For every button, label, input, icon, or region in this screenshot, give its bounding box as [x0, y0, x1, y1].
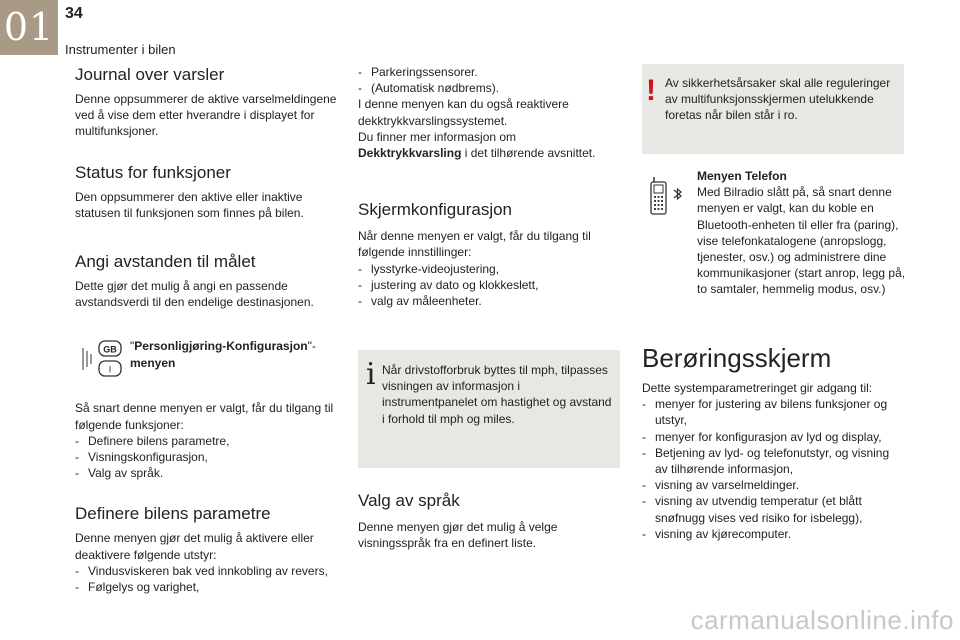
- screen-config-text: Når denne menyen er valgt, får du tilgang til følgende innstillinger:: [358, 229, 591, 260]
- warning-text: Av sikkerhetsårsaker skal alle reguleringer av multifunksjonsskjermen utelukkende foretas når bilen står i ro.: [665, 76, 891, 123]
- svg-text:I: I: [108, 364, 112, 375]
- journal-text: Denne oppsummerer de aktive varselmeldingene ved å vise dem etter hverandre i displayet for multifunksjoner.: [75, 92, 337, 139]
- list-item: - menyer for justering av bilens funksjoner og utstyr,: [642, 396, 904, 428]
- info-text: Når drivstofforbruk byttes til mph, tilpasses visningen av informasjon i instrumentpanelet om hastighet og avstand i forhold til mph og miles.: [382, 363, 612, 426]
- screen-config-heading: Skjermkonfigurasjon: [358, 200, 513, 220]
- language-heading: Valg av språk: [358, 491, 460, 510]
- equipment-list-cont: [358, 64, 620, 96]
- list-item: - Visningskonfigurasjon,: [75, 449, 340, 465]
- list-item: - (Automatisk nødbrems).: [358, 80, 620, 96]
- journal-heading: Journal over varsler: [75, 65, 225, 84]
- phone-menu-block: [697, 168, 907, 298]
- list-item: - Valg av språk.: [75, 465, 340, 481]
- list-item: - valg av måleenheter.: [358, 293, 620, 309]
- watermark: carmanualsonline.info: [690, 605, 954, 635]
- language-menu-icon: [80, 340, 124, 378]
- list-item: - lysstyrke-videojustering,: [358, 261, 620, 277]
- list-item: - Definere bilens parametre,: [75, 433, 340, 449]
- define-text: Denne menyen gjør det mulig å aktivere eller deaktivere følgende utstyr:: [75, 531, 314, 562]
- tyre-reference-text: Du finner mer informasjon om Dekktrykkvarsling i det tilhørende avsnittet.: [358, 129, 596, 161]
- status-heading: Status for funksjoner: [75, 162, 231, 182]
- distance-text: Dette gjør det mulig å angi en passende avstandsverdi til den endelige destinasjonen.: [75, 279, 314, 310]
- language-section: [358, 490, 620, 551]
- personal-menu-block: [75, 340, 340, 392]
- section-title: Instrumenter i bilen: [65, 42, 176, 57]
- chapter-number: 01: [3, 5, 55, 49]
- list-item: - menyer for konfigurasjon av lyd og display,: [642, 429, 904, 445]
- language-text: Denne menyen gjør det mulig å velge visningsspråk fra en definert liste.: [358, 520, 558, 551]
- screen-config-list: [358, 261, 620, 310]
- gb-label: GB: [103, 344, 117, 355]
- touchscreen-heading: Berøringsskjerm: [642, 343, 832, 373]
- touchscreen-intro: Dette systemparametreringet gir adgang til:: [642, 381, 873, 395]
- personal-intro: Så snart denne menyen er valgt, får du tilgang til følgende funksjoner:: [75, 401, 334, 432]
- phone-bluetooth-icon: [648, 176, 688, 220]
- distance-heading: Angi avstanden til målet: [75, 252, 256, 272]
- page-number: 34: [65, 5, 83, 22]
- info-box: [358, 350, 620, 468]
- personal-menu-heading: "Personligjøring-Konfigurasjon"- menyen: [130, 339, 316, 370]
- personal-list: [75, 433, 340, 482]
- define-list: [75, 563, 340, 595]
- list-item: - Vindusviskeren bak ved innkobling av revers,: [75, 563, 340, 579]
- info-icon: i: [366, 357, 376, 392]
- list-item: - Betjening av lyd- og telefonutstyr, og visning av tilhørende informasjon,: [642, 445, 904, 477]
- list-item: - visning av varselmeldinger.: [642, 477, 904, 493]
- list-item: - visning av utvendig temperatur (et blått snøfnugg vises ved risiko for isbelegg),: [642, 493, 904, 525]
- warning-icon: !: [646, 74, 656, 107]
- list-item: - Følgelys og varighet,: [75, 579, 340, 595]
- list-item: - justering av dato og klokkeslett,: [358, 277, 620, 293]
- list-item: - Parkeringssensorer.: [358, 64, 620, 80]
- status-text: Den oppsummerer den aktive eller inaktive statusen til funksjonen som finnes på bilen.: [75, 189, 304, 220]
- warning-box: [642, 64, 904, 154]
- list-item: - visning av kjørecomputer.: [642, 526, 904, 542]
- touchscreen-list: [642, 396, 904, 542]
- column-left: [75, 64, 340, 595]
- phone-heading: Menyen Telefon: [697, 169, 787, 183]
- column-middle: [358, 64, 620, 309]
- phone-text: Med Bilradio slått på, så snart denne menyen er valgt, kan du koble en Bluetooth-enheten til eller fra (paring), vise telefonkatalogene (anropslogg, tjenester, osv.) og administrere dine kommunikasjoner (start anrop, legg på, to samtaler, hemmelig modus, osv.): [697, 185, 906, 297]
- define-heading: Definere bilens parametre: [75, 504, 271, 524]
- chapter-tab: [0, 0, 58, 55]
- touchscreen-section: [642, 342, 904, 542]
- tyre-reactivate-text: I denne menyen kan du også reaktivere dekktrykkvarslingssystemet.: [358, 97, 569, 128]
